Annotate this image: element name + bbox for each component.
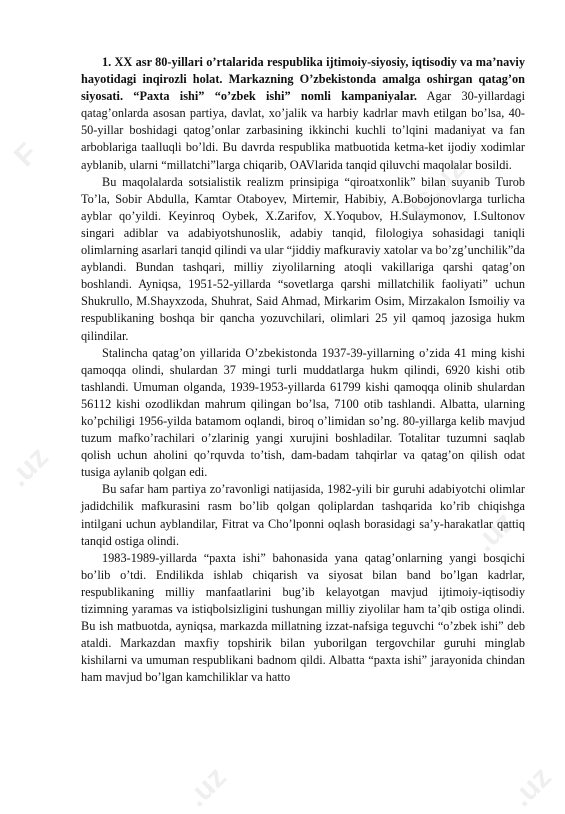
watermark: .uz — [505, 760, 558, 814]
section-heading-paragraph — [81, 54, 525, 174]
watermark: .uz — [2, 440, 55, 494]
watermark: .uz — [180, 760, 233, 814]
section-heading: 1. XX asr 80-yillari o’rtalarida respublika ijtimoiy-siyosiy, iqtisodiy va ma’naviy hayotidagi inqirozli holat. Markazning O’zbekistonda amalga oshirgan qatag’on siyosati. “Paxta ishi” “o’zbek ishi” nomli kampaniyalar. — [81, 55, 525, 104]
paragraph: 1983-1989-yillarda “paxta ishi” bahonasida yana qatag’onlarning yangi bosqichi bo’lib o’tdi. Endilikda ishlab chiqarish va siyosat bilan band bo’lgan kadrlar, respublikaning milliy manfaatlarini bug’ib kelayotgan mavjud ijtimoiy-iqtisodiy tizimning yaramas va istiqbolsizligini tushungan milliy ziyolilar ham ta’qib ostiga olindi. Bu ish matbuotda, ayniqsa, markazda millatning izzat-nafsiga teguvchi “o’zbek ishi” deb ataldi. Markazdan maxfiy topshirik bilan yuborilgan tergovchilar guruhi minglab kishilarni va umuman respublikani badnom qildi. Albatta “paxta ishi” jarayonida chindan ham mavjud bo’lgan kamchiliklar va hatto — [81, 550, 525, 685]
paragraph: Bu maqolalarda sotsialistik realizm prinsipiga “qiroatxonlik” bilan suyanib Turob To’la, Sobir Abdulla, Kamtar Otaboyev, Mirtemir, Habibiy, A.Bobojonovlarga turlicha ayblar qo’yildi. Keyinroq Oybek, X.Zarifov, X.Yoqubov, H.Sulaymonov, I.Sultonov singari adiblar va adabiyotshunoslik, adabiy tanqid, filologiya sohasidagi taniqli olimlarning asarlari tanqid qilindi va ular “jiddiy mafkuraviy xatolar va bo’zg’unchilik”da ayblandi. Bundan tashqari, milliy ziyolilarning atoqli vakillariga qarshi qatag’on boshlandi. Ayniqsa, 1951-52-yillarda “sovetlarga qarshi millatchilik faoliyati” uchun Shukrullo, M.Shayxzoda, Shuhrat, Said Ahmad, Mirkarim Osim, Mirzakalon Ismoiliy va respublikaning boshqa bir qancha yozuvchilari, olimlari 25 yil qamoq jazosiga hukm qilindilar. — [81, 174, 525, 343]
document-body — [81, 54, 525, 686]
heading-continuation: Agar 30-yillardagi qatag’onlarda asosan partiya, davlat, xo’jalik va harbiy kadrlar mavh etilgan bo’lsa, 40-50-yillar boshidagi qatog’onlar zarbasining ikkinchi kuchli to’lqini madaniyat va fan arboblariga taalluqli bo’ldi. Bu davrda respublika matbuotida ketma-ket ijodiy xodimlar ayblanib, ularni “millatchi”larga chiqarib, OAVlarida tanqid qiluvchi maqolalar bosildi. — [81, 89, 525, 172]
paragraph: Bu safar ham partiya zo’ravonligi natijasida, 1982-yili bir guruhi adabiyotchi olimlar jadidchilik mafkurasini rasm bo’lib qolgan qoliplardan tashqarida ko’rib chiqishga intilgani uchun ayblandilar, Fitrat va Cho’lponni oqlash borasidagi sa’y-harakatlar qattiq tanqid ostiga olindi. — [81, 482, 525, 548]
watermark: F — [8, 137, 45, 174]
watermark: .uz — [468, 505, 521, 559]
watermark: as.uz — [395, 151, 472, 229]
paragraph: Stalincha qatag’on yillarida O’zbekistonda 1937-39-yillarning o’zida 41 ming kishi qamoqqa olindi, shulardan 37 mingi turli muddatlarga hukm qilindi, 6920 kishi otib tashlandi. Umuman olganda, 1939-1953-yillarda 61799 kishi qamoqqa olinib shulardan 56112 kishi ozodlikdan mahrum qilingan bo’lsa, 7100 otib tashlandi. Albatta, ularning ko’pchiligi 1956-yilda batamom oqlandi, biroq o’limidan so’ng. 80-yillarga kelib mavjud tuzum mafko’rachilari o’zlarinig yangi xurujini boshladilar. Totalitar tuzumni saqlab qolish uchun aholini qo’rquvda to’tish, dam-badam tahqirlar va qatag’on qilish odat tusiga aylanib qolgan edi. — [81, 345, 525, 480]
